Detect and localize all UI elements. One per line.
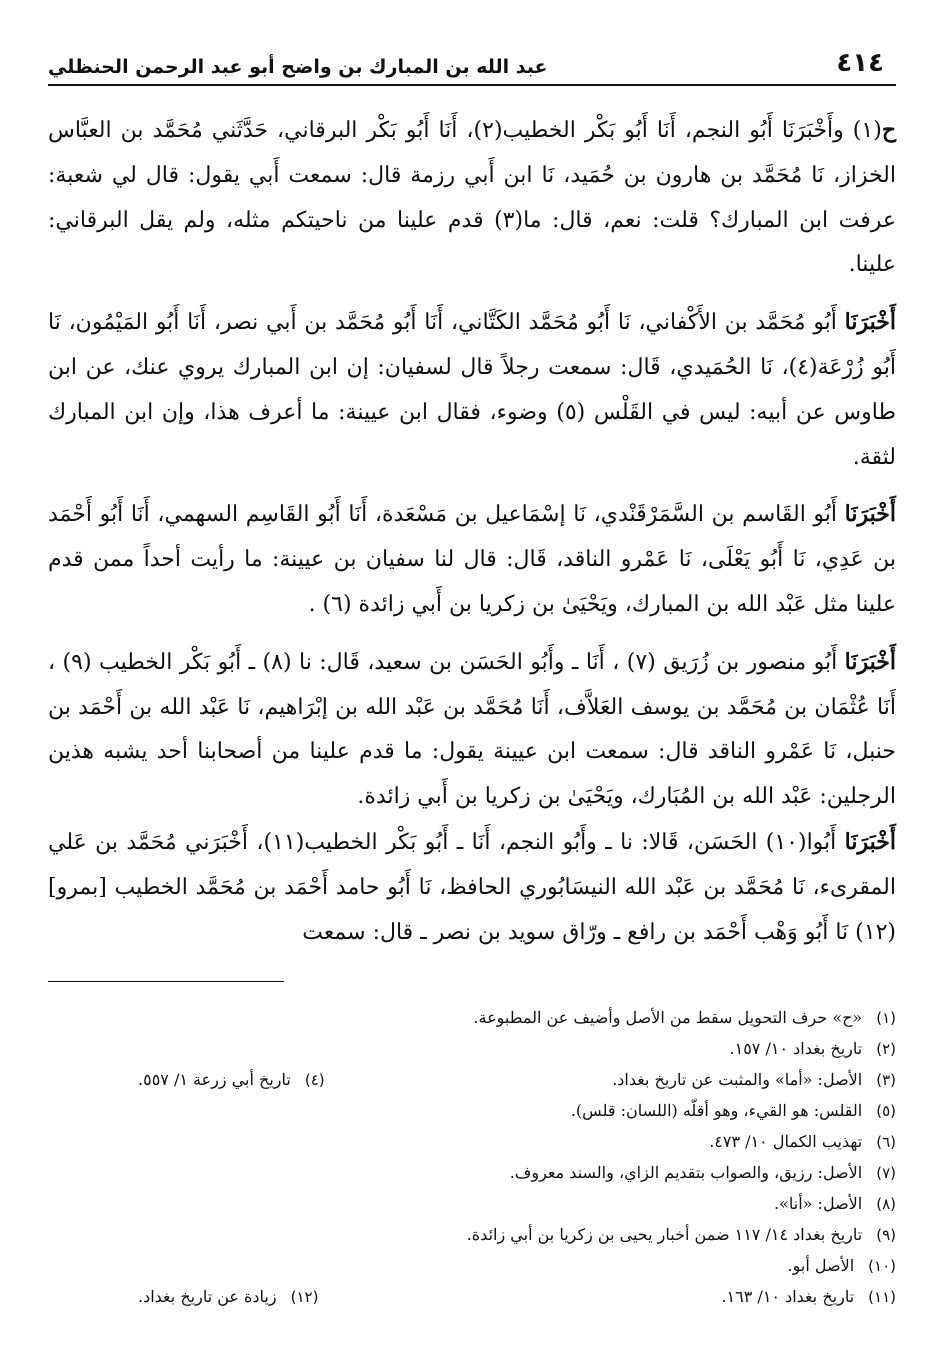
footnote-text: الأصل: «أما» والمثبت عن تاريخ بغداد. bbox=[612, 1070, 863, 1090]
page-header bbox=[48, 38, 896, 86]
footnote-number: (٤) bbox=[304, 1070, 325, 1089]
paragraph bbox=[48, 300, 896, 480]
footnote-number: (٢) bbox=[876, 1039, 896, 1058]
footnote-text: تاريخ بغداد ١٠/ ١٦٣. bbox=[721, 1287, 855, 1307]
footnote bbox=[48, 1188, 896, 1219]
footnote bbox=[48, 1095, 896, 1126]
paragraph bbox=[48, 640, 896, 820]
footnote bbox=[48, 1157, 896, 1188]
paragraph-text: أَبُو منصور بن زُرَيق (٧) ، أَنَا ـ وأَبُو الحَسَن بن سعيد، قَال: نا (٨) ـ أَبُو بَكْر الخطيب (٩) ، أَنَا عُثْمَان بن مُحَمَّد بن يوسف العَلاَّف، أَنَا مُحَمَّد بن عَبْد الله بن إبْرَاهيم، نَا عَبْد الله بن أَحْمَد بن حنبل، نَا عَمْرو الناقد قال: سمعت ابن عيينة يقول: ما قدم علينا من أصحابنا أحد يشبه هذين الرجلين: عَبْد الله بن المُبَارك، ويَحْيَىٰ بن زكريا بن أَبي زائدة. bbox=[48, 649, 896, 810]
footnote-text: الأصل أبو. bbox=[787, 1256, 855, 1276]
footnote-divider bbox=[48, 981, 284, 982]
main-text bbox=[48, 108, 896, 955]
page-number: ٤١٤ bbox=[836, 48, 884, 78]
footnote-pair-inner bbox=[48, 1287, 896, 1306]
footnote bbox=[48, 1002, 896, 1033]
footnote-text: زيادة عن تاريخ بغداد. bbox=[138, 1287, 277, 1307]
footnotes bbox=[48, 1002, 896, 1312]
paragraph bbox=[48, 492, 896, 627]
footnote-text: «ح» حرف التحويل سقط من الأصل وأضيف عن المطبوعة. bbox=[473, 1008, 863, 1028]
footnote bbox=[612, 1070, 896, 1089]
footnote-number: (١) bbox=[876, 1008, 896, 1027]
footnote bbox=[48, 1250, 896, 1281]
footnote-number: (٧) bbox=[876, 1163, 896, 1182]
footnote bbox=[138, 1070, 325, 1089]
paragraph bbox=[48, 108, 896, 288]
footnote bbox=[48, 1219, 896, 1250]
footnote-number: (٣) bbox=[876, 1070, 896, 1089]
paragraph bbox=[48, 820, 896, 955]
footnote-text: تهذيب الكمال ١٠/ ٤٧٣. bbox=[709, 1132, 863, 1152]
footnote-text: الأصل: رزيق، والصواب بتقديم الزاي، والسند معروف. bbox=[509, 1163, 863, 1183]
footnote-number: (١٠) bbox=[868, 1256, 896, 1275]
running-title: عبد الله بن المبارك بن واضح أبو عبد الرحمن الحنظلي bbox=[48, 56, 548, 78]
footnote-number: (١٢) bbox=[290, 1287, 319, 1306]
footnote-text: تاريخ أبي زرعة ١/ ٥٥٧. bbox=[138, 1070, 291, 1090]
footnote bbox=[721, 1287, 896, 1306]
paragraph-text: أَبُوا(١٠) الحَسَن، قَالا: نا ـ وأَبُو النجم، أَنَا ـ أَبُو بَكْر الخطيب(١١)، أَخْبَرَني مُحَمَّد بن عَلي المقرىء، نَا مُحَمَّد بن عَبْد الله النيسَابُوري الحافظ، نَا أَبُو حامد أَحْمَد بن مُحَمَّد الخطيب [بمرو](١٢) نَا أَبُو وَهْب أَحْمَد بن رافع ـ ورّاق سويد بن نصر ـ قال: سمعت bbox=[48, 829, 896, 945]
paragraph-text: (١) وأَخْبَرَنَا أَبُو النجم، أَنَا أَبُو بَكْر الخطيب(٢)، أَنَا أَبُو بَكْر البرقاني، حَدَّثَني مُحَمَّد بن العبَّاس الخزاز، نَا مُحَمَّد بن هارون بن حُمَيد، نَا ابن أَبي رزمة قال: سمعت أَبي يقول: قال لي شعبة: عرفت ابن المبارك؟ قلت: نعم، قال: ما(٣) قدم علينا من ناحيتكم مثله، ولم يقل البرقاني: علينا. bbox=[48, 118, 896, 278]
paragraph-lead: أَخْبَرَنَا bbox=[844, 648, 896, 675]
footnote-number: (١١) bbox=[868, 1287, 896, 1306]
paragraph-lead: أَخْبَرَنَا bbox=[844, 501, 896, 528]
footnote-number: (٨) bbox=[876, 1194, 896, 1213]
footnote-pair-inner bbox=[48, 1070, 896, 1089]
footnote-pair bbox=[48, 1281, 896, 1312]
footnote bbox=[48, 1126, 896, 1157]
footnote bbox=[48, 1033, 896, 1064]
paragraph-text: أَبُو القَاسم بن السَّمَرْقَنْدي، نَا إسْمَاعيل بن مَسْعَدة، أَنَا أَبُو القَاسِم السهمي، أَنَا أَبُو أَحْمَد بن عَدِي، نَا أَبُو يَعْلَى، نَا عَمْرو الناقد، قَال: قال لنا سفيان بن عيينة: ما رأيت أحداً ممن قدم علينا مثل عَبْد الله بن المبارك، ويَحْيَىٰ بن زكريا بن أَبي زائدة (٦) . bbox=[48, 502, 896, 617]
footnote bbox=[138, 1287, 318, 1306]
footnote-text: تاريخ بغداد ١٠/ ١٥٧. bbox=[729, 1039, 863, 1059]
footnote-text: تاريخ بغداد ١٤/ ١١٧ ضمن أخبار يحيى بن زكريا بن أبي زائدة. bbox=[466, 1225, 863, 1245]
footnote-number: (٦) bbox=[876, 1132, 896, 1151]
footnote-pair bbox=[48, 1064, 896, 1095]
footnote-number: (٩) bbox=[876, 1225, 896, 1244]
footnote-text: القلس: هو القيء، وهو أقلّه (اللسان: قلس). bbox=[570, 1101, 863, 1121]
paragraph-text: أَبُو مُحَمَّد بن الأَكْفاني، نَا أَبُو مُحَمَّد الكَتَّاني، أَنَا أَبُو مُحَمَّد بن أَبي نصر، أَنَا أَبُو المَيْمُون، نَا أَبُو زُرْعَة(٤)، نَا الحُمَيدي، قَال: سمعت رجلاً قال لسفيان: إن ابن المبارك يروي عنك، عن ابن طاوس عن أبيه: ليس في القَلْس (٥) وضوء، فقال ابن عيينة: ما أعرف هذا، وإن ابن المبارك لثقة. bbox=[48, 310, 896, 470]
paragraph-lead: ح bbox=[881, 117, 897, 143]
paragraph-lead: أَخْبَرَنَا bbox=[844, 309, 896, 336]
paragraph-lead: أَخْبَرَنَا bbox=[844, 828, 896, 855]
footnote-number: (٥) bbox=[876, 1101, 896, 1120]
footnote-text: الأصل: «أنا». bbox=[774, 1194, 863, 1214]
